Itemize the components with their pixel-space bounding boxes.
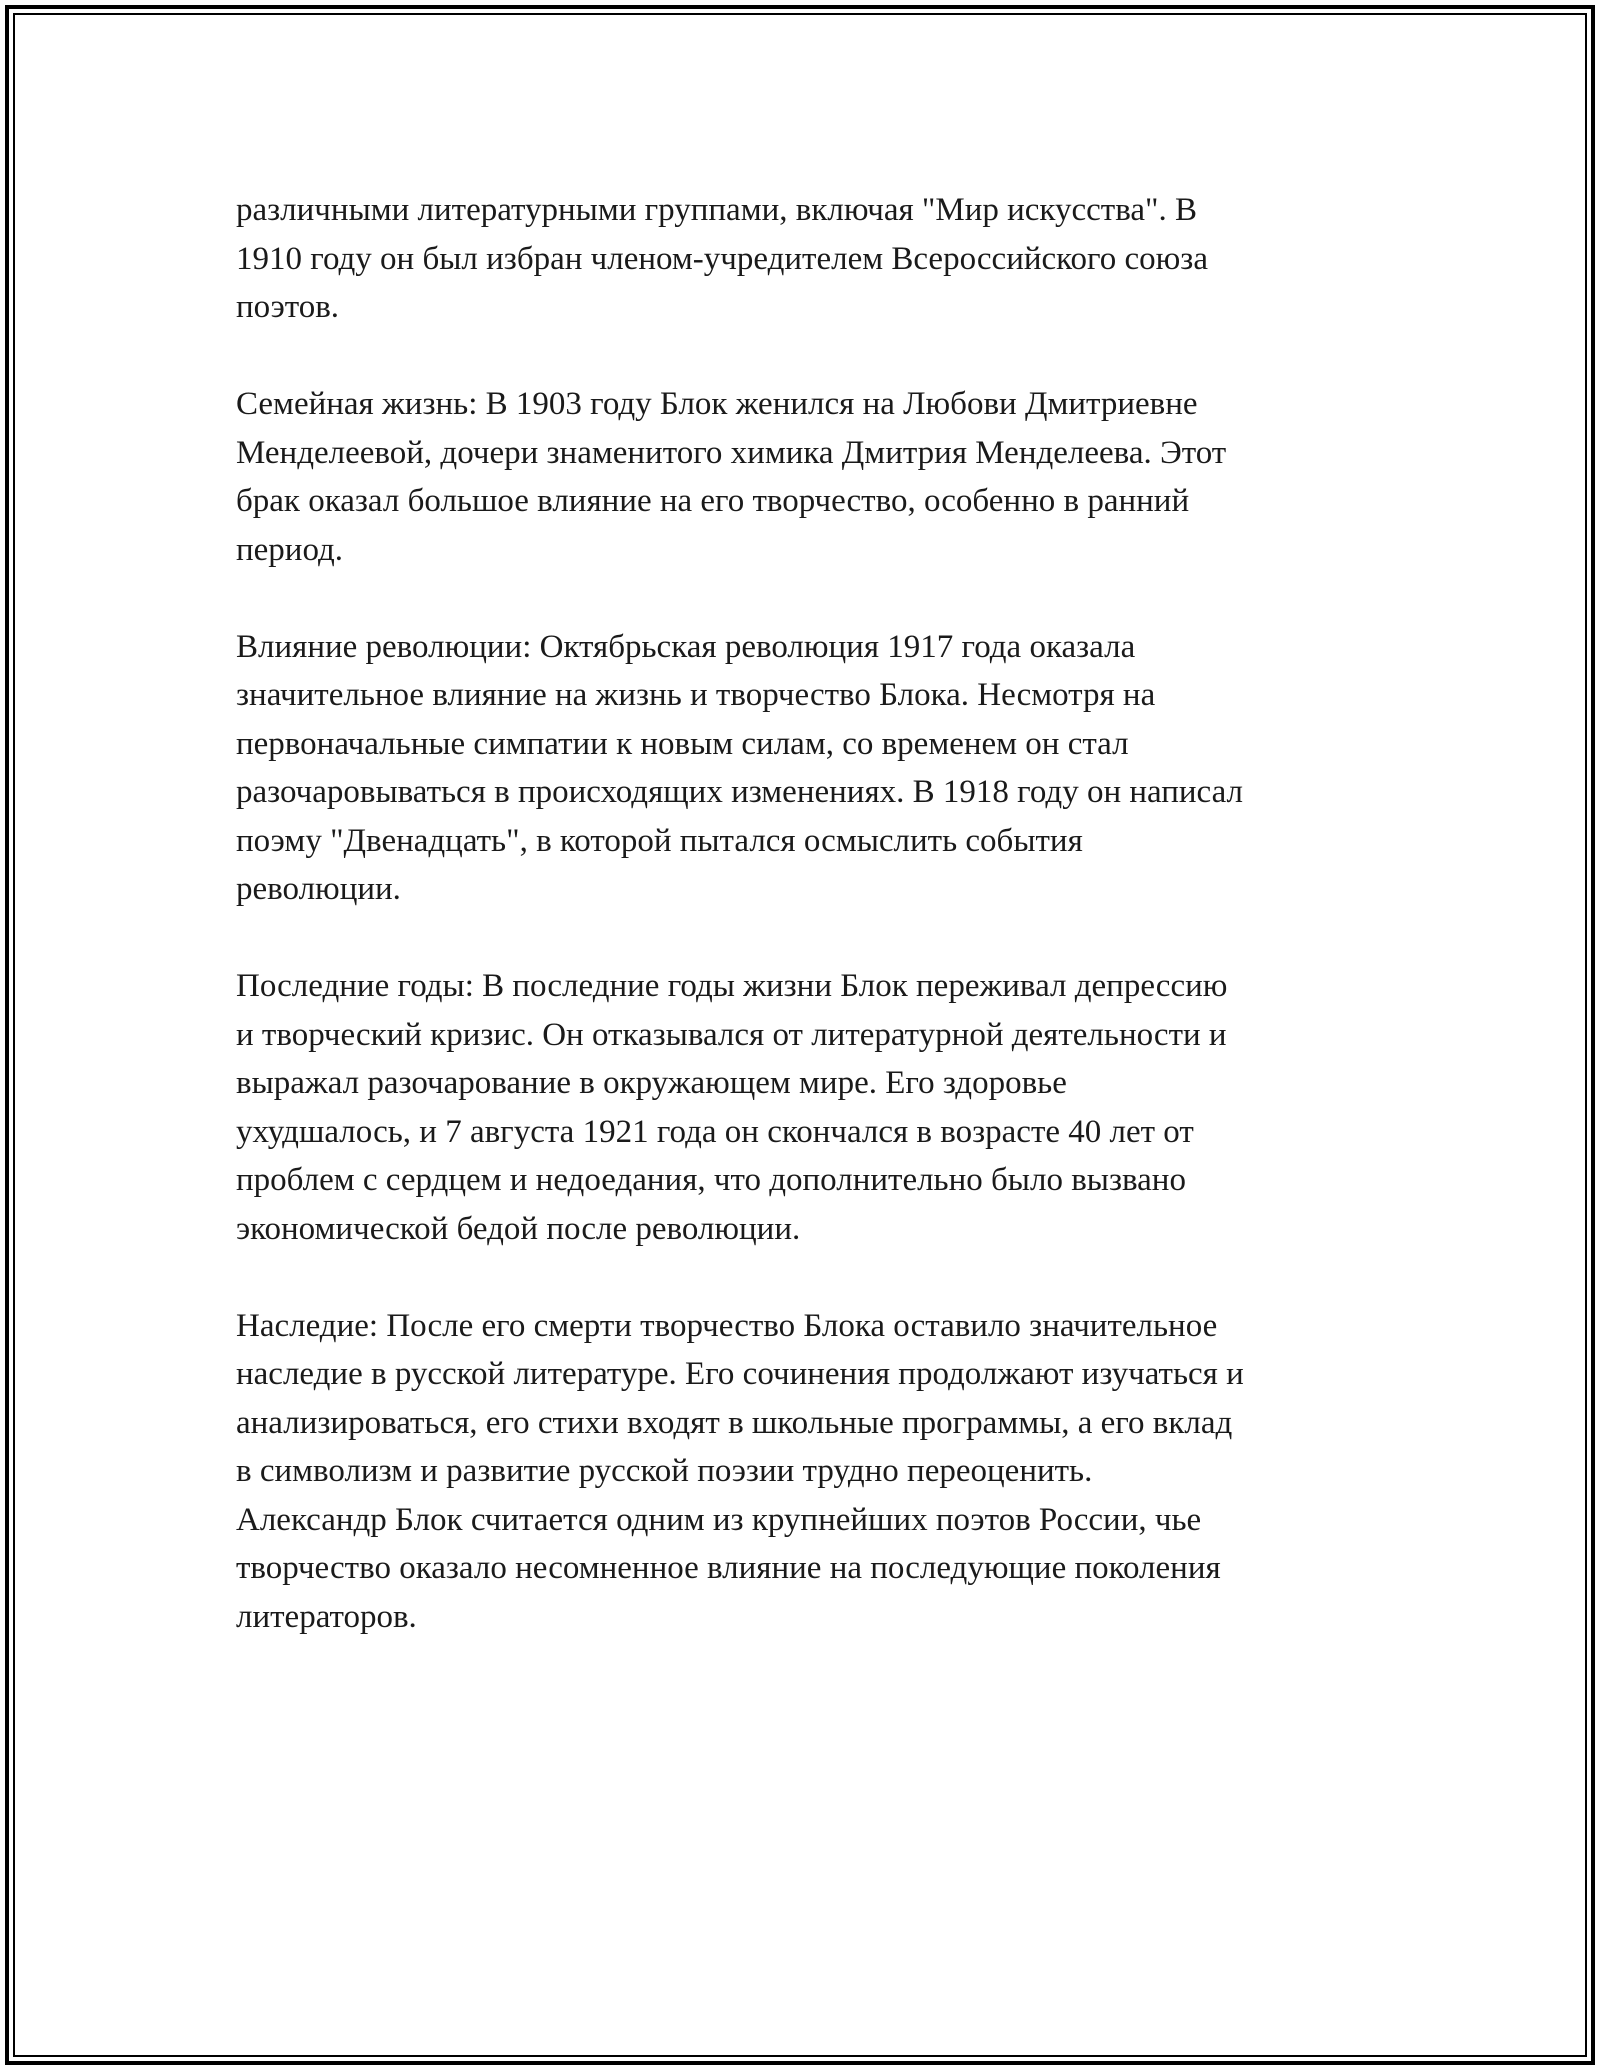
text-line: наследие в русской литературе. Его сочинения продолжают изучаться и xyxy=(236,1356,1244,1392)
text-line: значительное влияние на жизнь и творчество Блока. Несмотря на xyxy=(236,677,1156,713)
text-line: период. xyxy=(236,531,344,568)
text-line: и творческий кризис. Он отказывался от литературной деятельности и xyxy=(236,1016,1227,1053)
text-line: Влияние революции: Октябрьская революция 1917 года оказала xyxy=(236,628,1136,665)
text-line: 1910 году он был избран членом-учредителем Всероссийского союза xyxy=(236,240,1208,277)
text-line: экономической бедой после революции. xyxy=(236,1210,801,1247)
paragraph-literary-groups xyxy=(236,186,1386,332)
text-line: творчество оказало несомненное влияние на последующие поколения xyxy=(236,1550,1221,1586)
text-line: выражал разочарование в окружающем мире. Его здоровье xyxy=(236,1065,1067,1101)
text-line: брак оказал большое влияние на его творчество, особенно в ранний xyxy=(236,483,1190,519)
text-line: поэтов. xyxy=(236,289,340,325)
text-line: проблем с сердцем и недоедания, что дополнительно было вызвано xyxy=(236,1162,1186,1198)
text-line: анализироваться, его стихи входят в школьные программы, а его вклад xyxy=(236,1404,1233,1441)
text-line: революции. xyxy=(236,871,401,907)
text-line: в символизм и развитие русской поэзии трудно переоценить. xyxy=(236,1453,1093,1489)
text-line: литераторов. xyxy=(236,1598,417,1635)
text-line: Наследие: После его смерти творчество Блока оставило значительное xyxy=(236,1307,1218,1344)
text-line: Александр Блок считается одним из крупнейших поэтов России, чье xyxy=(236,1501,1202,1538)
text-line: Семейная жизнь: В 1903 году Блок женился на Любови Дмитриевне xyxy=(236,386,1198,422)
text-line: первоначальные симпатии к новым силам, со временем он стал xyxy=(236,725,1129,762)
text-line: Менделеевой, дочери знаменитого химика Дмитрия Менделеева. Этот xyxy=(236,434,1227,471)
text-line: различными литературными группами, включая "Мир искусства". В xyxy=(236,192,1197,228)
paragraph-family-life xyxy=(236,380,1386,574)
text-line: разочаровываться в происходящих изменениях. В 1918 году он написал xyxy=(236,774,1243,810)
paragraph-last-years xyxy=(236,962,1386,1253)
text-line: поэму "Двенадцать", в которой пытался осмыслить события xyxy=(236,822,1083,859)
paragraph-legacy xyxy=(236,1302,1386,1642)
text-line: ухудшалось, и 7 августа 1921 года он скончался в возрасте 40 лет от xyxy=(236,1113,1194,1150)
document-body xyxy=(236,186,1386,1641)
paragraph-revolution-influence xyxy=(236,623,1386,914)
text-line: Последние годы: В последние годы жизни Блок переживал депрессию xyxy=(236,968,1228,1004)
